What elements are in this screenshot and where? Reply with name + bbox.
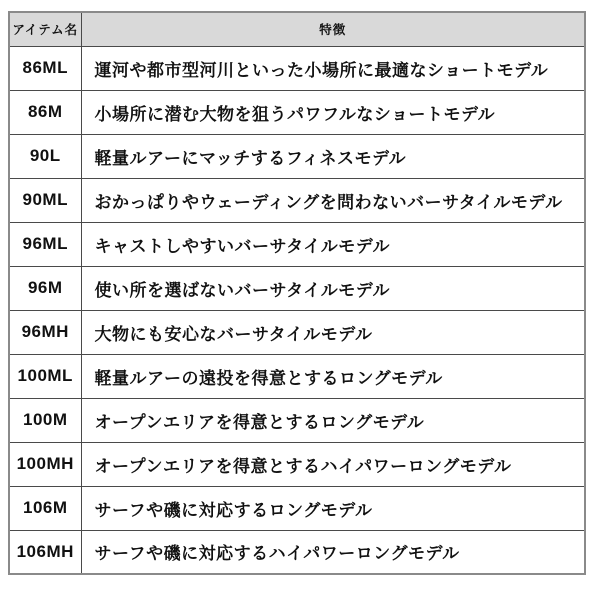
item-name-cell: 96MH bbox=[9, 310, 81, 354]
feature-cell: 軽量ルアーにマッチするフィネスモデル bbox=[81, 134, 585, 178]
item-name-cell: 100MH bbox=[9, 442, 81, 486]
table-row bbox=[9, 354, 585, 398]
table-row bbox=[9, 442, 585, 486]
feature-cell: キャストしやすいバーサタイルモデル bbox=[81, 222, 585, 266]
table-row bbox=[9, 46, 585, 90]
table-row bbox=[9, 222, 585, 266]
table-row bbox=[9, 530, 585, 574]
feature-cell: 小場所に潜む大物を狙うパワフルなショートモデル bbox=[81, 90, 585, 134]
item-name-cell: 86ML bbox=[9, 46, 81, 90]
table-row bbox=[9, 90, 585, 134]
item-name-cell: 106MH bbox=[9, 530, 81, 574]
column-header-item-name: アイテム名 bbox=[9, 12, 81, 46]
feature-cell: 大物にも安心なバーサタイルモデル bbox=[81, 310, 585, 354]
feature-cell: 軽量ルアーの遠投を得意とするロングモデル bbox=[81, 354, 585, 398]
item-name-cell: 100ML bbox=[9, 354, 81, 398]
feature-cell: サーフや磯に対応するロングモデル bbox=[81, 486, 585, 530]
feature-cell: オープンエリアを得意とするロングモデル bbox=[81, 398, 585, 442]
feature-cell: 使い所を選ばないバーサタイルモデル bbox=[81, 266, 585, 310]
table-row bbox=[9, 266, 585, 310]
column-header-feature: 特徴 bbox=[81, 12, 585, 46]
item-name-cell: 96ML bbox=[9, 222, 81, 266]
table-row bbox=[9, 310, 585, 354]
feature-cell: オープンエリアを得意とするハイパワーロングモデル bbox=[81, 442, 585, 486]
table-header-row bbox=[9, 12, 585, 46]
table-row bbox=[9, 134, 585, 178]
item-feature-table bbox=[8, 11, 586, 575]
item-name-cell: 90ML bbox=[9, 178, 81, 222]
feature-cell: サーフや磯に対応するハイパワーロングモデル bbox=[81, 530, 585, 574]
item-name-cell: 96M bbox=[9, 266, 81, 310]
feature-cell: 運河や都市型河川といった小場所に最適なショートモデル bbox=[81, 46, 585, 90]
item-name-cell: 86M bbox=[9, 90, 81, 134]
table-body bbox=[9, 46, 585, 574]
item-feature-table-container bbox=[8, 11, 586, 575]
item-name-cell: 90L bbox=[9, 134, 81, 178]
table-row bbox=[9, 178, 585, 222]
table-row bbox=[9, 486, 585, 530]
item-name-cell: 106M bbox=[9, 486, 81, 530]
table-row bbox=[9, 398, 585, 442]
feature-cell: おかっぱりやウェーディングを問わないバーサタイルモデル bbox=[81, 178, 585, 222]
item-name-cell: 100M bbox=[9, 398, 81, 442]
